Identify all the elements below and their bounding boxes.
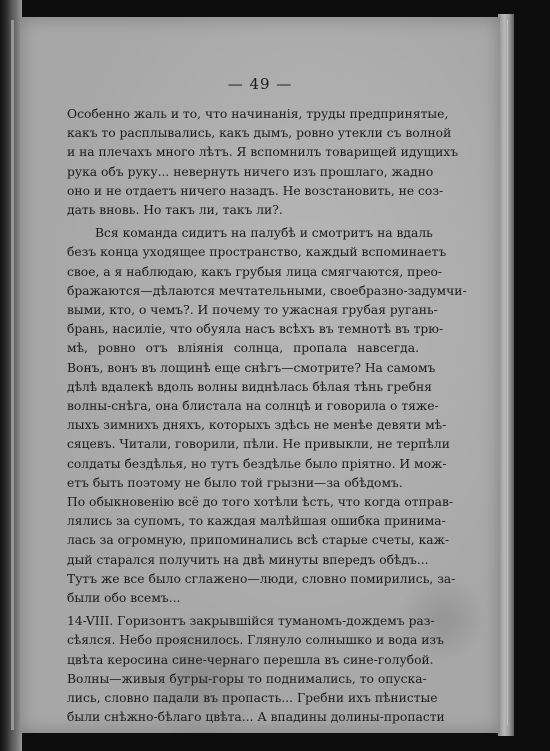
text-line: лыхъ зимнихъ дняхъ, которыхъ здѣсь не менѣе девяти мѣ- bbox=[67, 418, 447, 433]
text-line: лялись за супомъ, то каждая малѣйшая ошибка принима- bbox=[67, 514, 446, 529]
paragraph bbox=[67, 612, 445, 727]
text-line: Вся команда сидитъ на палубѣ и смотритъ на вдаль bbox=[95, 226, 433, 241]
text-line: мѣ, ровно отъ вліянія солнца, пропала навсегда. bbox=[67, 341, 419, 356]
text-line: дый старался получить на двѣ минуты впередъ обѣдъ... bbox=[67, 552, 429, 567]
page-text bbox=[67, 105, 467, 728]
spine-edge-highlight bbox=[11, 20, 14, 730]
text-line: дѣлѣ вдалекѣ вдоль волны виднѣлась бѣлая тѣнь гребня bbox=[67, 379, 432, 394]
text-line: были обо всемъ... bbox=[67, 591, 181, 606]
page-number: — 49 — bbox=[227, 75, 293, 93]
text-line: Волны—живыя бугры-горы то поднимались, то опуска- bbox=[67, 671, 427, 686]
page-edge-line bbox=[507, 20, 508, 725]
text-line: свое, а я наблюдаю, какъ грубыя лица смягчаются, прео- bbox=[67, 264, 443, 279]
text-line: безъ конца уходящее пространство, каждый вспоминаетъ bbox=[67, 245, 447, 260]
text-line: оно и не отдаетъ ничего назадъ. Не возстановить, не соз- bbox=[67, 183, 444, 198]
text-line: какъ то расплывались, какъ дымъ, ровно утекли съ волной bbox=[67, 126, 452, 141]
text-line: Особенно жаль и то, что начинанія, труды предпринятые, bbox=[67, 107, 449, 121]
text-line: По обыкновенію всё до того хотѣли ѣсть, что когда отправ- bbox=[67, 495, 454, 510]
text-line: солдаты бездѣлья, но тутъ бездѣлье было пріятно. И мож- bbox=[67, 456, 447, 471]
text-line: лись, словно падали въ пропасть... Гребни ихъ пѣнистые bbox=[67, 691, 438, 706]
text-line: сяцевъ. Читали, говорили, пѣли. Не привыкли, не терпѣли bbox=[67, 437, 450, 452]
text-line: рука объ руку... невернуть ничего изъ прошлаго, жадно bbox=[67, 164, 434, 179]
text-line: волны-снѣга, она блистала на солнцѣ и говорила о тяже- bbox=[67, 399, 439, 414]
text-line: и на плечахъ много лѣтъ. Я вспомнилъ товарищей идущихъ bbox=[67, 145, 459, 160]
text-line: выми, кто, о чемъ?. И почему то ужасная грубая ругань- bbox=[67, 303, 438, 318]
paragraph bbox=[67, 224, 467, 493]
text-line: Тутъ же все было сглажено—люди, словно помирились, за- bbox=[67, 571, 456, 586]
page-stack-edge bbox=[498, 14, 514, 736]
text-line: лась за огромную, припоминались всѣ старые счеты, каж- bbox=[67, 533, 450, 548]
text-line: дать вновь. Но такъ ли, такъ ли?. bbox=[67, 203, 283, 218]
text-line: были снѣжно-бѣлаго цвѣта... А впадины долины-пропасти bbox=[67, 710, 445, 725]
text-line: 14-VIII. Горизонтъ закрывшійся туманомъ-дождемъ раз- bbox=[67, 614, 435, 629]
paragraph bbox=[67, 493, 456, 608]
scanned-page bbox=[20, 17, 500, 733]
text-line: Вонъ, вонъ въ лощинѣ еще снѣгъ—смотрите? На самомъ bbox=[67, 360, 436, 375]
text-line: етъ быть поэтому не было той грызни—за обѣдомъ. bbox=[67, 475, 403, 490]
text-line: брань, насиліе, что обуяла насъ всѣхъ въ темнотѣ въ трю- bbox=[67, 322, 444, 337]
text-line: бражаются—дѣлаются мечтательными, своебразно-задумчи- bbox=[67, 283, 467, 298]
paragraph bbox=[67, 105, 459, 220]
text-line: цвѣта керосина сине-чернаго перешла въ сине-голубой. bbox=[67, 652, 434, 667]
text-line: сѣялся. Небо прояснилось. Глянуло солнышко и вода изъ bbox=[67, 633, 444, 648]
